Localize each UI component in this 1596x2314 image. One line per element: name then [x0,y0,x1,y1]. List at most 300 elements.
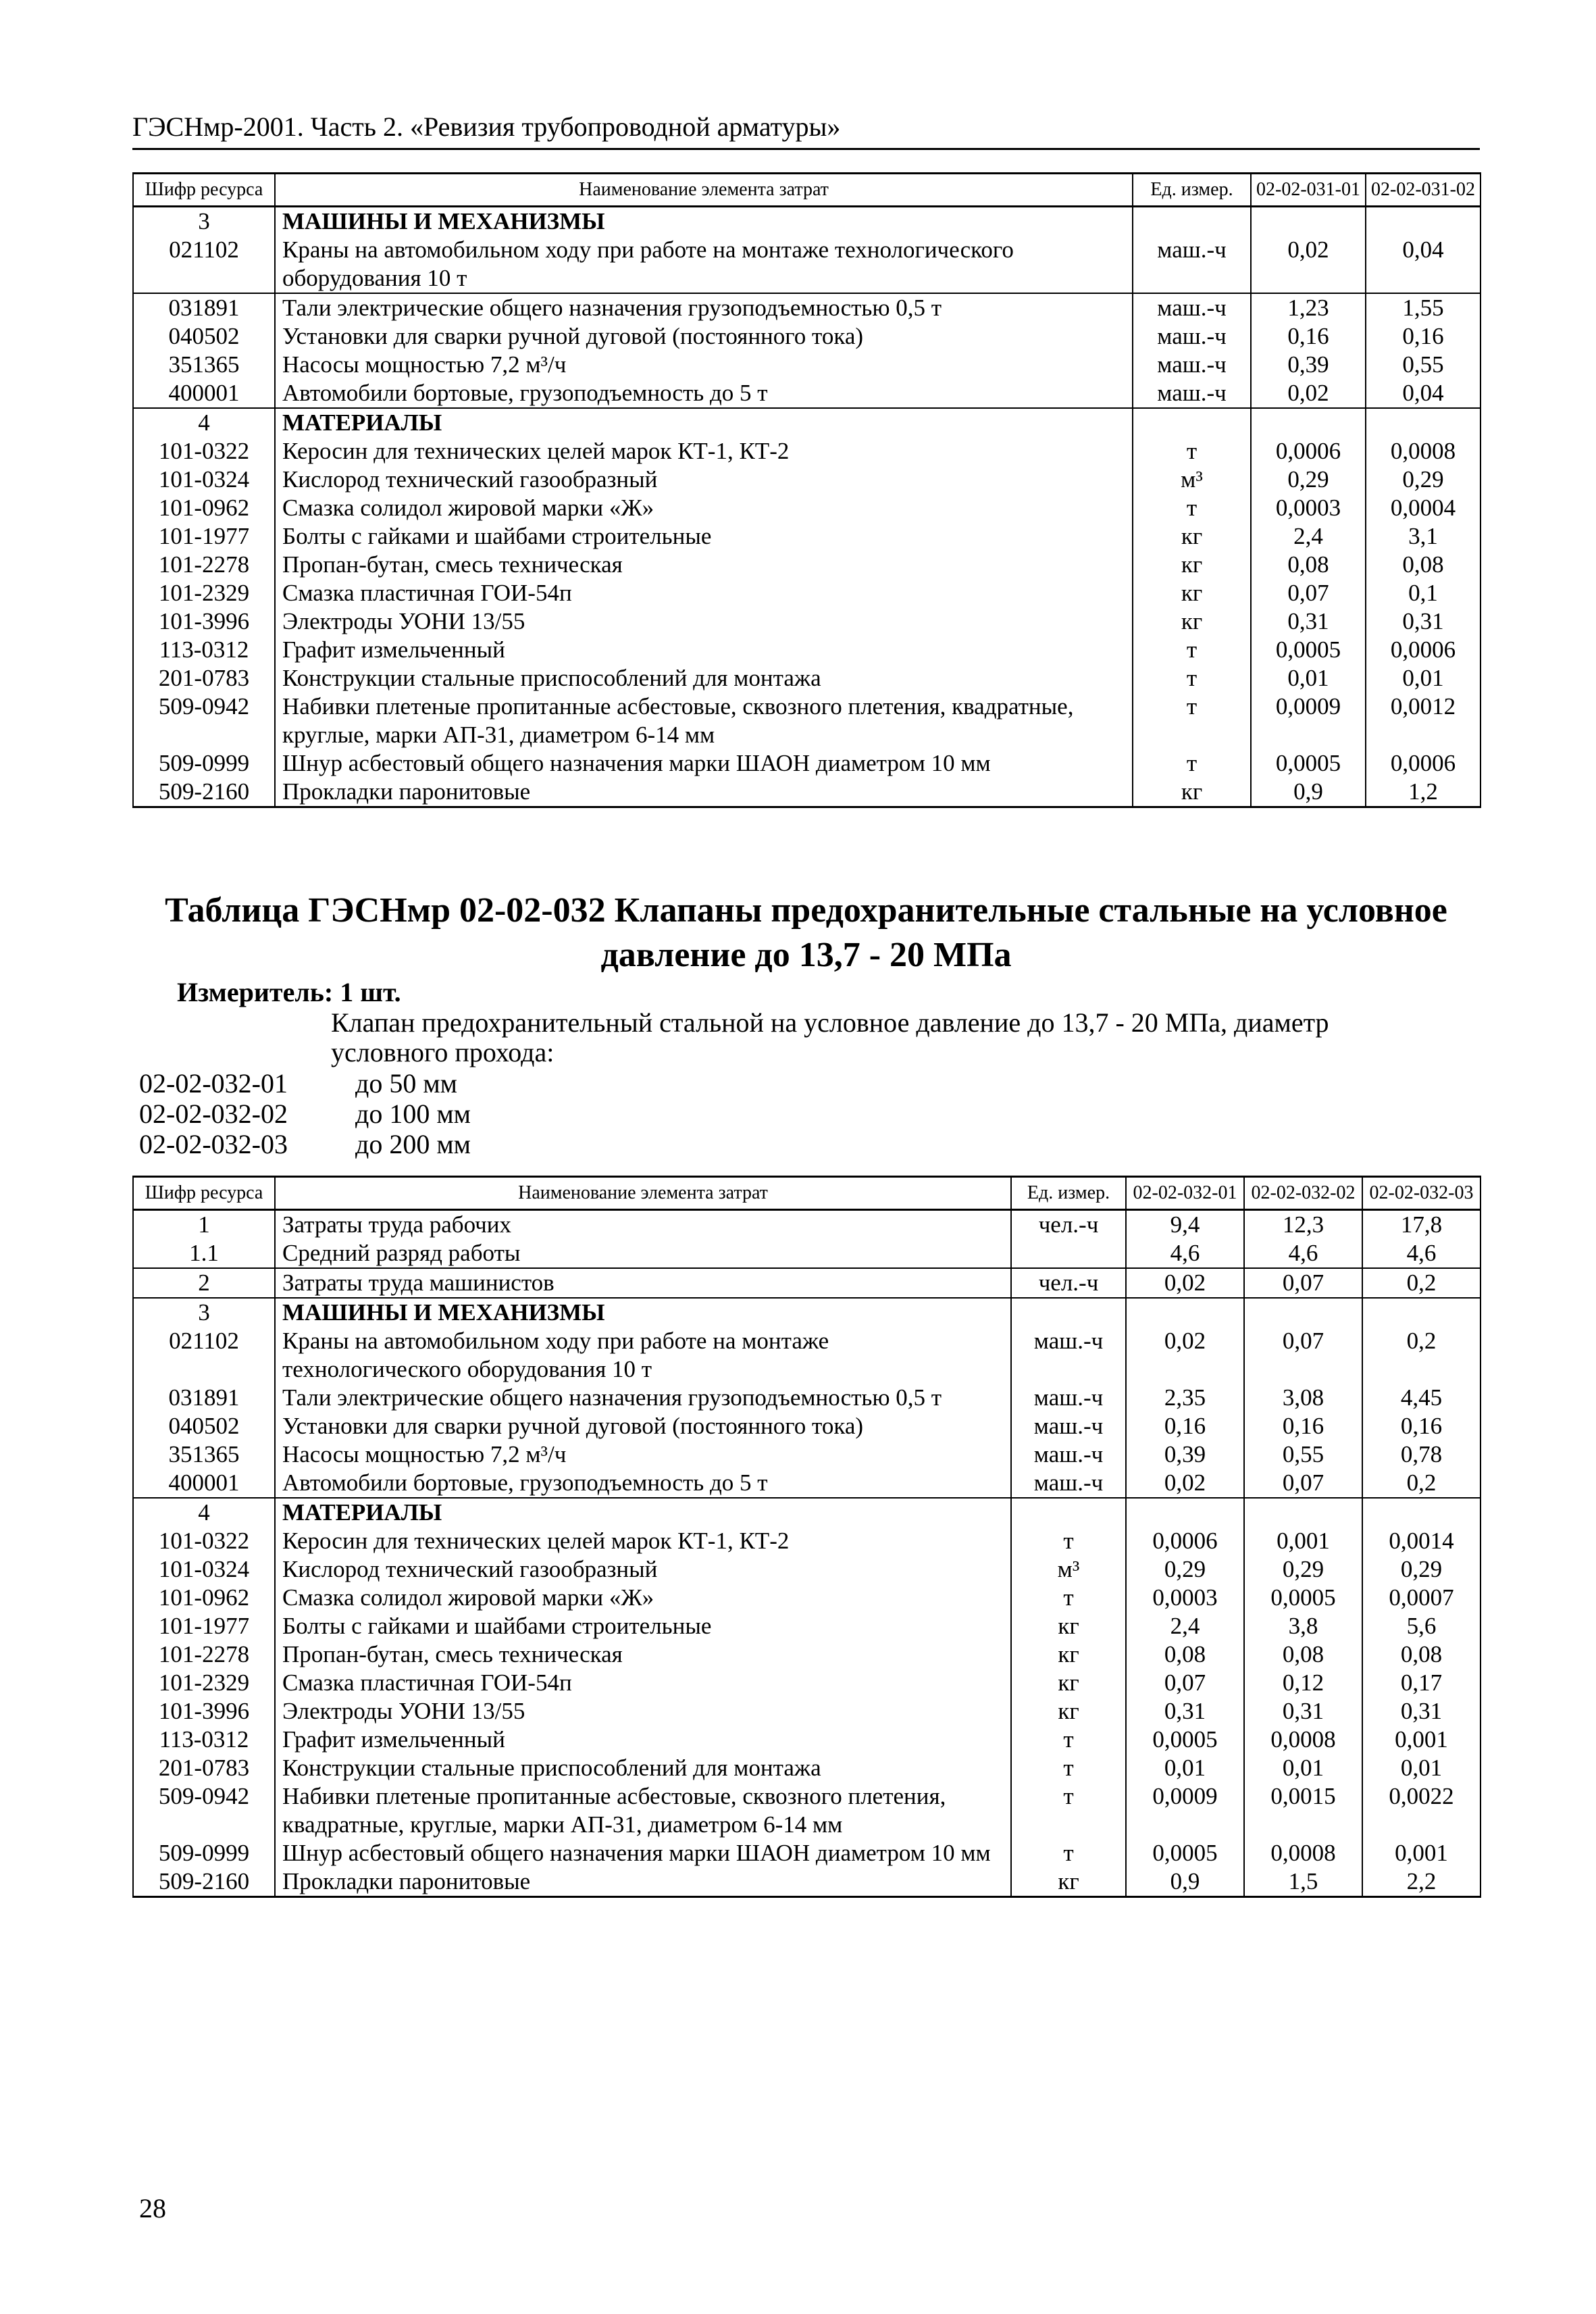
cost-element-name: Тали электрические общего назначения грузоподъемностью 0,5 т [275,293,1133,322]
resource-code: 509-2160 [133,778,275,807]
resource-code: 113-0312 [133,636,275,664]
cost-element-name: Насосы мощностью 7,2 м³/ч [275,1440,1011,1469]
resource-code: 101-3996 [133,607,275,636]
norm-value: 4,6 [1126,1239,1244,1268]
table-row [133,607,1481,636]
cost-element-name: Графит измельченный [275,636,1133,664]
norm-value: 3,08 [1244,1384,1362,1412]
unit-of-measure: т [1133,749,1251,778]
unit-of-measure: маш.-ч [1011,1412,1126,1440]
cost-element-name: Автомобили бортовые, грузоподъемность до 5 т [275,1469,1011,1498]
item-code: 02-02-032-01 [139,1068,288,1099]
header-row [133,174,1481,207]
norm-value: 12,3 [1244,1210,1362,1240]
table-row [133,322,1481,351]
cost-element-name: Средний разряд работы [275,1239,1011,1268]
cost-element-name: Электроды УОНИ 13/55 [275,607,1133,636]
norm-value: 0,0009 [1126,1782,1244,1839]
norm-value: 0,001 [1244,1527,1362,1555]
cost-element-name: Краны на автомобильном ходу при работе на монтаже технологического оборудования 10 т [275,1327,1011,1384]
norm-value: 0,9 [1251,778,1366,807]
unit-of-measure: м³ [1133,466,1251,494]
measure-label: Измеритель: 1 шт. [177,977,401,1007]
item-text: до 200 мм [355,1129,471,1159]
norm-value: 0,001 [1362,1726,1481,1754]
norm-value: 0,29 [1366,466,1481,494]
norm-value: 0,02 [1126,1469,1244,1498]
cost-element-name: МАТЕРИАЛЫ [275,1498,1011,1527]
resource-code: 201-0783 [133,664,275,693]
norm-value: 0,0005 [1251,636,1366,664]
norm-value: 0,0003 [1251,494,1366,522]
unit-of-measure: кг [1133,522,1251,551]
norm-value: 0,08 [1244,1640,1362,1669]
resource-code: 400001 [133,379,275,408]
norm-value: 0,02 [1251,236,1366,293]
norm-value: 0,01 [1244,1754,1362,1782]
resource-code: 021102 [133,1327,275,1384]
resource-code: 509-0999 [133,749,275,778]
norm-value: 0,08 [1362,1640,1481,1669]
norm-value: 0,9 [1126,1867,1244,1897]
cost-element-name: Прокладки паронитовые [275,778,1133,807]
norm-value: 0,1 [1366,579,1481,607]
norm-value: 0,55 [1244,1440,1362,1469]
norm-value: 5,6 [1362,1612,1481,1640]
norm-value: 0,01 [1251,664,1366,693]
norm-value: 0,0014 [1362,1527,1481,1555]
unit-of-measure: маш.-ч [1133,236,1251,293]
norm-value: 0,07 [1244,1469,1362,1498]
column-header: 02-02-031-02 [1366,174,1481,207]
norm-value: 0,07 [1244,1327,1362,1384]
cost-element-name: Набивки плетеные пропитанные асбестовые, сквозного плетения, квадратные, круглые, марки АП-31, диаметром 6-14 мм [275,1782,1011,1839]
table-row [133,636,1481,664]
table-row [133,778,1481,807]
table-row [133,408,1481,437]
norm-value: 0,0005 [1251,749,1366,778]
unit-of-measure [1011,1298,1126,1327]
table-body [133,1210,1481,1897]
item-code: 02-02-032-03 [139,1129,288,1159]
norm-value: 0,07 [1251,579,1366,607]
table-row [133,437,1481,466]
norm-value: 0,0012 [1366,693,1481,749]
cost-element-name: Керосин для технических целей марок КТ-1, КТ-2 [275,1527,1011,1555]
norm-value: 0,55 [1366,351,1481,379]
unit-of-measure: маш.-ч [1133,293,1251,322]
norm-value: 2,35 [1126,1384,1244,1412]
resource-code: 4 [133,408,275,437]
norm-value: 0,01 [1126,1754,1244,1782]
column-header: 02-02-032-03 [1362,1177,1481,1210]
norm-value: 0,001 [1362,1839,1481,1867]
table-row [133,1584,1481,1612]
resource-code: 509-0942 [133,693,275,749]
unit-of-measure: кг [1011,1697,1126,1726]
table-row [133,1555,1481,1584]
resource-code: 3 [133,1298,275,1327]
table-row [133,1498,1481,1527]
norm-value: 0,08 [1126,1640,1244,1669]
unit-of-measure: т [1011,1782,1126,1839]
resource-code: 031891 [133,1384,275,1412]
table-row [133,693,1481,749]
table-row [133,1612,1481,1640]
norm-value [1362,1298,1481,1327]
cost-element-name: Насосы мощностью 7,2 м³/ч [275,351,1133,379]
norm-value: 0,78 [1362,1440,1481,1469]
norm-value: 0,0006 [1366,749,1481,778]
norm-value: 0,16 [1251,322,1366,351]
resource-code: 101-2278 [133,1640,275,1669]
unit-of-measure: маш.-ч [1133,351,1251,379]
norm-value: 0,29 [1126,1555,1244,1584]
norm-value: 0,16 [1362,1412,1481,1440]
norm-value: 0,29 [1362,1555,1481,1584]
unit-of-measure [1133,408,1251,437]
cost-element-name: Конструкции стальные приспособлений для монтажа [275,1754,1011,1782]
unit-of-measure: т [1011,1584,1126,1612]
table-row [133,1839,1481,1867]
unit-of-measure: кг [1011,1640,1126,1669]
resource-code: 101-2329 [133,1669,275,1697]
norm-value: 0,0005 [1126,1726,1244,1754]
norm-value: 0,2 [1362,1268,1481,1298]
cost-element-name: Смазка солидол жировой марки «Ж» [275,494,1133,522]
table-header [133,174,1481,207]
column-header: Ед. измер. [1133,174,1251,207]
table-row [133,1298,1481,1327]
norm-value: 1,23 [1251,293,1366,322]
unit-of-measure: маш.-ч [1133,379,1251,408]
resource-code: 040502 [133,1412,275,1440]
norm-value: 0,08 [1251,551,1366,579]
norm-value: 0,31 [1244,1697,1362,1726]
cost-element-name: Затраты труда рабочих [275,1210,1011,1240]
norm-value: 0,16 [1126,1412,1244,1440]
unit-of-measure: чел.-ч [1011,1210,1126,1240]
table-row [133,1754,1481,1782]
unit-of-measure: т [1133,664,1251,693]
norm-value: 0,0022 [1362,1782,1481,1839]
resource-code: 021102 [133,236,275,293]
unit-of-measure: кг [1011,1669,1126,1697]
cost-element-name: Электроды УОНИ 13/55 [275,1697,1011,1726]
table-body [133,207,1481,807]
norm-value: 0,0006 [1366,636,1481,664]
norm-value: 0,31 [1362,1697,1481,1726]
resource-code: 101-0322 [133,1527,275,1555]
table-title-line2: давление до 13,7 - 20 МПа [600,936,1012,974]
norm-value: 0,07 [1244,1268,1362,1298]
cost-element-name: Смазка пластичная ГОИ-54п [275,1669,1011,1697]
norm-value: 0,39 [1126,1440,1244,1469]
description-line1: Клапан предохранительный стальной на условное давление до 13,7 - 20 МПа, диаметр [331,1007,1329,1038]
table-row [133,466,1481,494]
unit-of-measure: кг [1133,551,1251,579]
table-row [133,1412,1481,1440]
header-row [133,1177,1481,1210]
table-row [133,1669,1481,1697]
cost-element-name: Смазка пластичная ГОИ-54п [275,579,1133,607]
norm-value: 0,04 [1366,379,1481,408]
norm-value [1251,207,1366,236]
norm-value: 0,12 [1244,1669,1362,1697]
norm-value: 2,2 [1362,1867,1481,1897]
norm-value: 0,0003 [1126,1584,1244,1612]
norm-value: 0,16 [1366,322,1481,351]
table-row [133,522,1481,551]
resource-code: 351365 [133,351,275,379]
cost-element-name: Болты с гайками и шайбами строительные [275,522,1133,551]
cost-element-name: Пропан-бутан, смесь техническая [275,1640,1011,1669]
item-text: до 100 мм [355,1099,471,1129]
norm-value: 0,02 [1126,1268,1244,1298]
cost-element-name: Графит измельченный [275,1726,1011,1754]
table-row [133,1697,1481,1726]
norm-value: 0,01 [1366,664,1481,693]
cost-element-name: МАШИНЫ И МЕХАНИЗМЫ [275,207,1133,236]
resource-code: 101-0322 [133,437,275,466]
resource-table-032 [132,1176,1481,1898]
unit-of-measure: т [1011,1726,1126,1754]
unit-of-measure [1011,1239,1126,1268]
resource-code: 113-0312 [133,1726,275,1754]
table-row [133,1782,1481,1839]
cost-element-name: МАШИНЫ И МЕХАНИЗМЫ [275,1298,1011,1327]
resource-code: 101-0962 [133,494,275,522]
resource-code: 509-0999 [133,1839,275,1867]
cost-element-name: Болты с гайками и шайбами строительные [275,1612,1011,1640]
cost-element-name: Установки для сварки ручной дуговой (постоянного тока) [275,322,1133,351]
resource-code: 101-3996 [133,1697,275,1726]
unit-of-measure: чел.-ч [1011,1268,1126,1298]
norm-value: 0,0008 [1244,1726,1362,1754]
norm-value: 0,29 [1251,466,1366,494]
column-header: 02-02-031-01 [1251,174,1366,207]
table-title-line1: Таблица ГЭСНмр 02-02-032 Клапаны предохранительные стальные на условное [165,891,1447,930]
norm-value: 0,0015 [1244,1782,1362,1839]
unit-of-measure: маш.-ч [1011,1327,1126,1384]
norm-value: 0,0008 [1366,437,1481,466]
table-row [133,207,1481,236]
resource-code: 201-0783 [133,1754,275,1782]
unit-of-measure: маш.-ч [1011,1440,1126,1469]
cost-element-name: Кислород технический газообразный [275,1555,1011,1584]
column-header: Шифр ресурса [133,174,275,207]
table-row [133,1867,1481,1897]
resource-code: 101-0324 [133,466,275,494]
unit-of-measure: кг [1011,1612,1126,1640]
unit-of-measure: т [1011,1527,1126,1555]
norm-value: 0,08 [1366,551,1481,579]
cost-element-name: Набивки плетеные пропитанные асбестовые, сквозного плетения, квадратные, круглые, марки АП-31, диаметром 6-14 мм [275,693,1133,749]
cost-element-name: Автомобили бортовые, грузоподъемность до 5 т [275,379,1133,408]
resource-code: 509-0942 [133,1782,275,1839]
unit-of-measure: маш.-ч [1133,322,1251,351]
cost-element-name: Прокладки паронитовые [275,1867,1011,1897]
unit-of-measure: т [1133,693,1251,749]
norm-value [1362,1498,1481,1527]
unit-of-measure: кг [1011,1867,1126,1897]
norm-value: 0,01 [1362,1754,1481,1782]
norm-value: 4,6 [1244,1239,1362,1268]
resource-code: 101-1977 [133,1612,275,1640]
norm-value: 0,39 [1251,351,1366,379]
column-header: 02-02-032-01 [1126,1177,1244,1210]
norm-value: 0,0006 [1251,437,1366,466]
table-row [133,293,1481,322]
norm-value [1244,1498,1362,1527]
cost-element-name: Конструкции стальные приспособлений для монтажа [275,664,1133,693]
norm-value: 0,31 [1126,1697,1244,1726]
norm-value: 0,0008 [1244,1839,1362,1867]
resource-code: 400001 [133,1469,275,1498]
norm-value [1366,207,1481,236]
unit-of-measure: кг [1133,778,1251,807]
norm-value [1251,408,1366,437]
table-row [133,1640,1481,1669]
cost-element-name: Тали электрические общего назначения грузоподъемностью 0,5 т [275,1384,1011,1412]
unit-of-measure: кг [1133,607,1251,636]
table-row [133,1239,1481,1268]
unit-of-measure: маш.-ч [1011,1384,1126,1412]
norm-value: 0,07 [1126,1669,1244,1697]
table-row [133,494,1481,522]
resource-table-031 [132,172,1481,808]
table-row [133,1440,1481,1469]
table-header [133,1177,1481,1210]
resource-code: 031891 [133,293,275,322]
column-header: Наименование элемента затрат [275,174,1133,207]
table-row [133,1268,1481,1298]
resource-code: 101-2329 [133,579,275,607]
norm-value: 0,02 [1251,379,1366,408]
description-line2: условного прохода: [331,1037,555,1067]
resource-code: 3 [133,207,275,236]
norm-value: 0,17 [1362,1669,1481,1697]
table-row [133,236,1481,293]
norm-value: 0,2 [1362,1327,1481,1384]
cost-element-name: Установки для сварки ручной дуговой (постоянного тока) [275,1412,1011,1440]
unit-of-measure: кг [1133,579,1251,607]
norm-value: 17,8 [1362,1210,1481,1240]
cost-element-name: Затраты труда машинистов [275,1268,1011,1298]
norm-value [1244,1298,1362,1327]
norm-value: 0,29 [1244,1555,1362,1584]
resource-code: 509-2160 [133,1867,275,1897]
column-header: Наименование элемента затрат [275,1177,1011,1210]
table-row [133,1469,1481,1498]
resource-code: 101-1977 [133,522,275,551]
norm-value: 2,4 [1251,522,1366,551]
table-row [133,1210,1481,1240]
norm-value: 0,2 [1362,1469,1481,1498]
table-row [133,1327,1481,1384]
cost-element-name: Керосин для технических целей марок КТ-1, КТ-2 [275,437,1133,466]
norm-value: 4,6 [1362,1239,1481,1268]
resource-code: 040502 [133,322,275,351]
cost-element-name: Пропан-бутан, смесь техническая [275,551,1133,579]
unit-of-measure: т [1011,1839,1126,1867]
unit-of-measure [1133,207,1251,236]
column-header: 02-02-032-02 [1244,1177,1362,1210]
norm-value [1126,1498,1244,1527]
column-header: Шифр ресурса [133,1177,275,1210]
table-title [132,888,1480,978]
resource-code: 101-0962 [133,1584,275,1612]
norm-value: 3,8 [1244,1612,1362,1640]
norm-value: 0,0004 [1366,494,1481,522]
page-number: 28 [139,2193,166,2223]
cost-element-name: Шнур асбестовый общего назначения марки ШАОН диаметром 10 мм [275,749,1133,778]
unit-of-measure [1011,1498,1126,1527]
resource-code: 1.1 [133,1239,275,1268]
table-row [133,664,1481,693]
norm-value: 0,02 [1126,1327,1244,1384]
cost-element-name: Краны на автомобильном ходу при работе на монтаже технологического оборудования 10 т [275,236,1133,293]
unit-of-measure: т [1011,1754,1126,1782]
norm-value [1366,408,1481,437]
table-row [133,551,1481,579]
norm-value: 9,4 [1126,1210,1244,1240]
norm-value: 3,1 [1366,522,1481,551]
norm-value: 0,31 [1366,607,1481,636]
table-row [133,1726,1481,1754]
item-text: до 50 мм [355,1068,457,1099]
unit-of-measure: м³ [1011,1555,1126,1584]
cost-element-name: МАТЕРИАЛЫ [275,408,1133,437]
norm-value: 0,31 [1251,607,1366,636]
norm-value: 1,5 [1244,1867,1362,1897]
norm-value: 1,55 [1366,293,1481,322]
norm-value: 0,0005 [1244,1584,1362,1612]
resource-code: 2 [133,1268,275,1298]
table-row [133,1384,1481,1412]
unit-of-measure: т [1133,494,1251,522]
table-row [133,379,1481,408]
table-row [133,579,1481,607]
norm-value: 0,0009 [1251,693,1366,749]
norm-value: 2,4 [1126,1612,1244,1640]
resource-code: 4 [133,1498,275,1527]
unit-of-measure: т [1133,437,1251,466]
cost-element-name: Кислород технический газообразный [275,466,1133,494]
table-row [133,1527,1481,1555]
norm-value: 1,2 [1366,778,1481,807]
norm-value [1126,1298,1244,1327]
resource-code: 101-0324 [133,1555,275,1584]
resource-code: 351365 [133,1440,275,1469]
unit-of-measure: маш.-ч [1011,1469,1126,1498]
norm-value: 0,0006 [1126,1527,1244,1555]
table-row [133,351,1481,379]
resource-code: 101-2278 [133,551,275,579]
norm-value: 4,45 [1362,1384,1481,1412]
cost-element-name: Смазка солидол жировой марки «Ж» [275,1584,1011,1612]
norm-value: 0,04 [1366,236,1481,293]
page-header: ГЭСНмр-2001. Часть 2. «Ревизия трубопроводной арматуры» [132,111,1480,150]
resource-code: 1 [133,1210,275,1240]
item-code: 02-02-032-02 [139,1099,288,1129]
norm-value: 0,16 [1244,1412,1362,1440]
cost-element-name: Шнур асбестовый общего назначения марки ШАОН диаметром 10 мм [275,1839,1011,1867]
column-header: Ед. измер. [1011,1177,1126,1210]
norm-value: 0,0007 [1362,1584,1481,1612]
table-row [133,749,1481,778]
norm-value: 0,0005 [1126,1839,1244,1867]
